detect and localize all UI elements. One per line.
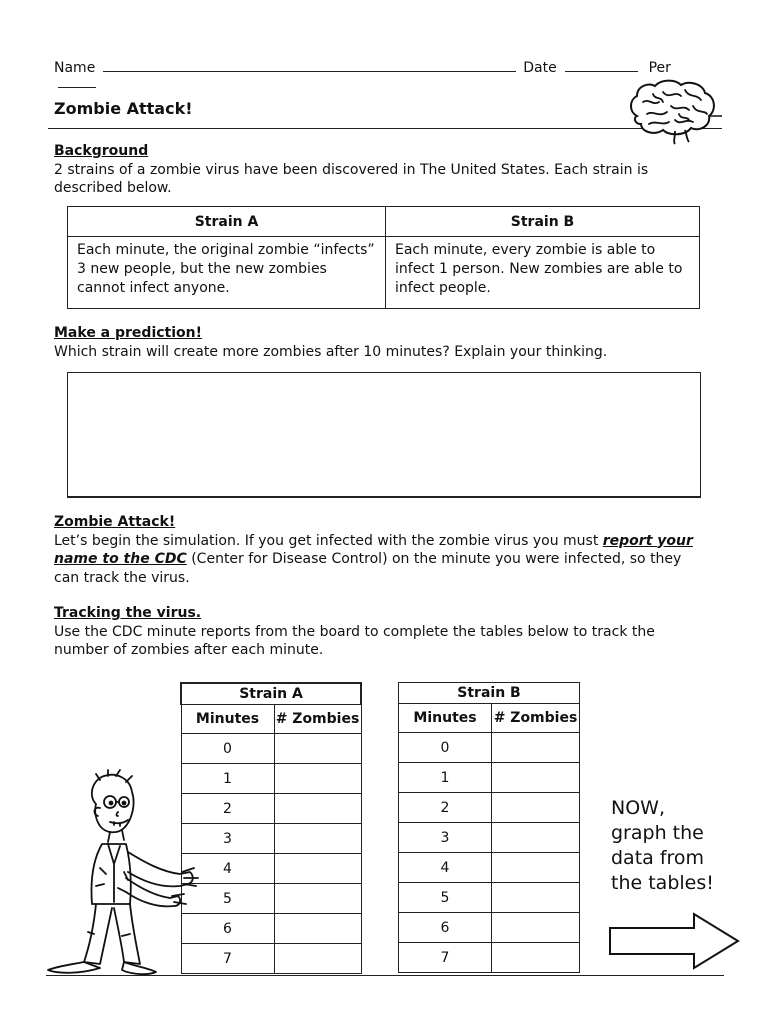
zombie-count-cell[interactable]	[274, 944, 361, 974]
attack-section	[54, 513, 704, 587]
table-row	[399, 913, 580, 943]
zombies-header: # Zombies	[492, 704, 580, 733]
attack-text-start: Let’s begin the simulation. If you get infected with the zombie virus you must	[54, 532, 603, 549]
table-row	[399, 883, 580, 913]
callout-line: NOW,	[611, 797, 665, 819]
minute-cell: 6	[399, 913, 492, 943]
callout-line: the tables!	[611, 872, 714, 894]
table-row	[181, 824, 361, 854]
zombie-count-cell[interactable]	[492, 823, 580, 853]
background-text: 2 strains of a zombie virus have been discovered in The United States. Each strain is described below.	[54, 161, 649, 196]
tracking-text: Use the CDC minute reports from the board to complete the tables below to track the number of zombies after each minute.	[54, 623, 655, 658]
minute-cell: 0	[181, 734, 274, 764]
attack-text-end: (Center for Disease Control) on the minute you were infected, so they can track the virus.	[54, 551, 682, 586]
minutes-header: Minutes	[181, 705, 274, 734]
strain-a-data-table	[180, 682, 362, 974]
tracking-section	[54, 604, 704, 660]
table-row	[399, 793, 580, 823]
attack-heading: Zombie Attack!	[54, 514, 176, 530]
strain-b-rows	[399, 733, 580, 973]
title-divider	[48, 128, 722, 129]
table-row	[181, 944, 361, 974]
table-row	[399, 823, 580, 853]
strain-b-description: Each minute, every zombie is able to infect 1 person. New zombies are able to infect people.	[386, 237, 700, 309]
per-blank[interactable]	[58, 87, 96, 88]
strain-b-caption: Strain B	[399, 683, 580, 704]
date-blank[interactable]	[565, 71, 638, 72]
table-row	[181, 764, 361, 794]
minute-cell: 1	[181, 764, 274, 794]
bottom-divider	[46, 975, 724, 976]
date-label: Date	[523, 60, 557, 76]
minute-cell: 1	[399, 763, 492, 793]
zombie-count-cell[interactable]	[274, 824, 361, 854]
minute-cell: 5	[181, 884, 274, 914]
zombie-count-cell[interactable]	[492, 733, 580, 763]
prediction-question: Which strain will create more zombies after 10 minutes? Explain your thinking.	[54, 343, 608, 360]
background-heading: Background	[54, 143, 149, 159]
minute-cell: 0	[399, 733, 492, 763]
attack-text	[54, 532, 704, 588]
per-label: Per	[648, 60, 671, 76]
name-label: Name	[54, 60, 96, 76]
strain-a-caption: Strain A	[181, 683, 361, 705]
table-row	[181, 914, 361, 944]
minutes-header: Minutes	[399, 704, 492, 733]
strain-b-data-table	[398, 682, 580, 973]
background-section	[54, 142, 694, 198]
page-title: Zombie Attack!	[54, 99, 193, 118]
table-row	[399, 853, 580, 883]
callout-line: data from	[611, 847, 705, 869]
strain-b-header: Strain B	[386, 207, 700, 237]
zombie-count-cell[interactable]	[492, 943, 580, 973]
minute-cell: 2	[181, 794, 274, 824]
strain-description-table	[67, 206, 700, 309]
zombie-count-cell[interactable]	[274, 854, 361, 884]
attack-emphasis: report your name to the CDC	[54, 532, 693, 567]
prediction-answer-box[interactable]	[67, 372, 701, 498]
header-fields	[54, 60, 714, 92]
prediction-heading: Make a prediction!	[54, 325, 203, 341]
table-row	[181, 794, 361, 824]
zombie-count-cell[interactable]	[274, 794, 361, 824]
strain-a-description: Each minute, the original zombie “infects” 3 new people, but the new zombies cannot infect anyone.	[68, 237, 386, 309]
arrow-right-icon	[608, 910, 742, 972]
table-row	[399, 763, 580, 793]
minute-cell: 4	[181, 854, 274, 884]
zombie-count-cell[interactable]	[274, 764, 361, 794]
name-blank[interactable]	[103, 71, 516, 72]
minute-cell: 3	[181, 824, 274, 854]
zombie-count-cell[interactable]	[492, 913, 580, 943]
tracking-heading: Tracking the virus.	[54, 605, 202, 621]
zombie-count-cell[interactable]	[492, 763, 580, 793]
minute-cell: 4	[399, 853, 492, 883]
zombie-illustration	[44, 768, 200, 978]
minute-cell: 6	[181, 914, 274, 944]
callout-line: graph the	[611, 822, 704, 844]
zombie-count-cell[interactable]	[492, 883, 580, 913]
graph-callout	[611, 796, 714, 896]
zombie-count-cell[interactable]	[492, 853, 580, 883]
strain-a-rows	[181, 734, 361, 974]
zombie-count-cell[interactable]	[492, 793, 580, 823]
brain-icon	[623, 76, 723, 146]
table-row	[181, 734, 361, 764]
table-row	[399, 943, 580, 973]
table-row	[181, 854, 361, 884]
zombie-count-cell[interactable]	[274, 914, 361, 944]
table-row	[181, 884, 361, 914]
strain-a-header: Strain A	[68, 207, 386, 237]
minute-cell: 3	[399, 823, 492, 853]
zombie-count-cell[interactable]	[274, 734, 361, 764]
zombies-header: # Zombies	[274, 705, 361, 734]
minute-cell: 5	[399, 883, 492, 913]
zombie-count-cell[interactable]	[274, 884, 361, 914]
table-row	[399, 733, 580, 763]
minute-cell: 2	[399, 793, 492, 823]
minute-cell: 7	[399, 943, 492, 973]
prediction-section	[54, 324, 694, 361]
minute-cell: 7	[181, 944, 274, 974]
